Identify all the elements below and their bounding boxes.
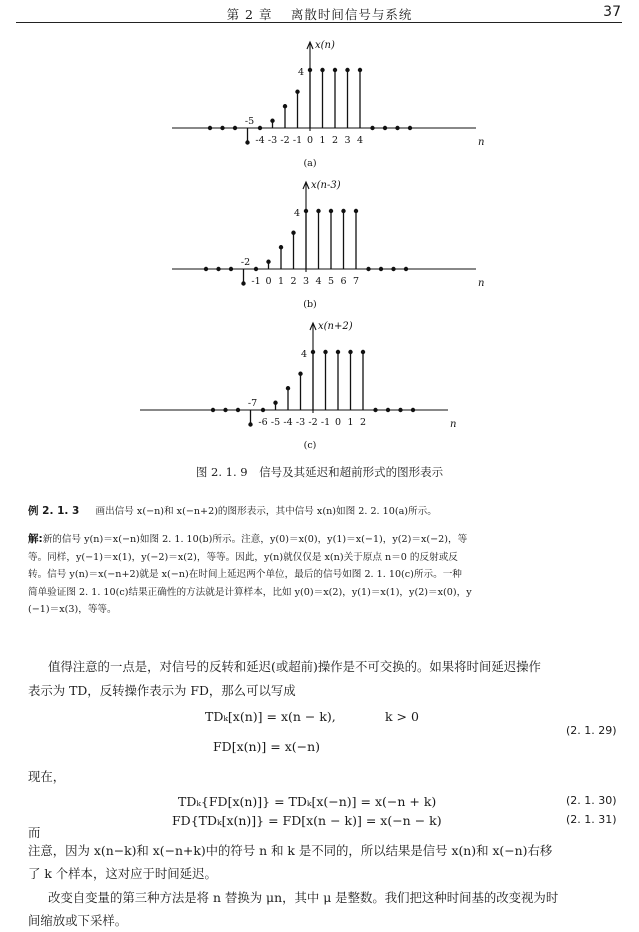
stem-point [354, 209, 358, 213]
stem-point [279, 245, 283, 249]
stem-point [216, 267, 220, 271]
stem-point [395, 126, 399, 130]
paragraph-3-line-1: 改变自变量的第三种方法是将 n 替换为 μn，其中 μ 是整数。我们把这种时间基的改变视为时 [48, 890, 559, 905]
panel-label: (a) [303, 158, 317, 169]
value-label: 4 [300, 349, 308, 360]
stem-point [233, 126, 237, 130]
paragraph-3-line-2: 间缩放或下采样。 [28, 913, 128, 928]
stem-point [208, 126, 212, 130]
tick-label: 7 [352, 276, 360, 287]
equation-number-2-1-31: (2. 1. 31) [566, 813, 617, 826]
stem-point [379, 267, 383, 271]
x-axis-label: n [478, 137, 485, 148]
stem-point [266, 260, 270, 264]
stem-point [370, 126, 374, 130]
stem-point [320, 68, 324, 72]
now-text: 现在， [28, 769, 66, 784]
stem-point [223, 408, 227, 412]
stem-point [254, 267, 258, 271]
tick-label: 2 [359, 417, 367, 428]
stem-point [408, 126, 412, 130]
stem-point [236, 408, 240, 412]
paragraph-1-line-2: 表示为 TD，反转操作表示为 FD，那么可以写成 [28, 683, 296, 698]
stem-point [229, 267, 233, 271]
example-statement [28, 503, 437, 521]
tick-label: 2 [290, 276, 297, 287]
stem-point [358, 68, 362, 72]
stem-point [248, 422, 252, 426]
tick-label: -5 [270, 417, 281, 428]
stem-point [336, 350, 340, 354]
tick-label: -4 [255, 135, 265, 146]
stem-point [383, 126, 387, 130]
stem-point [258, 126, 262, 130]
panel-label: (c) [303, 440, 317, 451]
stem-point [245, 140, 249, 144]
value-label: -5 [244, 116, 255, 127]
page-number: 37 [603, 4, 621, 20]
stem-point [273, 401, 277, 405]
figure-caption: 图 2. 1. 9 信号及其延迟和超前形式的图形表示 [195, 465, 444, 479]
equation-number-2-1-29: (2. 1. 29) [566, 724, 617, 737]
stem-point [286, 386, 290, 390]
paragraph-2-line-2: 了 k 个样本，这对应于时间延迟。 [28, 866, 217, 881]
stem-point [298, 372, 302, 376]
example-label: 例 2. 1. 3 [28, 505, 80, 517]
stem-point [295, 90, 299, 94]
stem-point [261, 408, 265, 412]
solution-line-5: (−1)＝x(3)，等等。 [28, 604, 117, 615]
and-text: 而 [28, 825, 41, 840]
tick-label: 1 [277, 276, 285, 287]
paragraph-2-line-1: 注意，因为 x(n−k)和 x(−n+k)中的符号 n 和 k 是不同的，所以结果是信号 x(n)和 x(−n)右移 [28, 843, 553, 858]
stem-point [316, 209, 320, 213]
tick-label: 3 [302, 276, 310, 287]
stem-point [304, 209, 308, 213]
tick-label: 4 [315, 276, 322, 287]
tick-label: 0 [334, 417, 342, 428]
stem-point [345, 68, 349, 72]
stem-point [211, 408, 215, 412]
stem-point [329, 209, 333, 213]
solution-line-3: 转。信号 y(n)＝x(−n+2)就是 x(−n)在时间上延迟两个单位，最后的信号如图 2. 1. 10(c)所示。一种 [28, 569, 462, 580]
stem-point [373, 408, 377, 412]
equation-2-1-29-b: FD[x(n)] = x(−n) [213, 739, 321, 754]
tick-label: -2 [308, 417, 318, 428]
solution-line-1: 新的信号 y(n)＝x(−n)如图 2. 1. 10(b)所示。注意，y(0)＝x(0)，y(1)＝x(−1)，y(2)＝x(−2)，等 [42, 534, 468, 545]
stem-point [283, 104, 287, 108]
stem-point [291, 231, 295, 235]
stem-point [361, 350, 365, 354]
tick-label: 0 [265, 276, 272, 287]
stem-point [391, 267, 395, 271]
stem-point [348, 350, 352, 354]
equation-2-1-29-condition: k > 0 [385, 709, 419, 724]
equation-2-1-31: FD{TDₖ[x(n)]} = FD[x(n − k)] = x(−n − k) [172, 813, 442, 828]
tick-label: -3 [295, 417, 306, 428]
stem-point [204, 267, 208, 271]
solution-label: 解: [28, 533, 43, 545]
tick-label: -1 [251, 276, 261, 287]
tick-label: -2 [280, 135, 290, 146]
value-label: -2 [240, 257, 251, 268]
x-axis-label: n [450, 419, 457, 430]
equation-2-1-29-a: TDₖ[x(n)] = x(n − k), [205, 709, 336, 724]
equation-2-1-30: TDₖ{FD[x(n)]} = TDₖ[x(−n)] = x(−n + k) [178, 794, 437, 809]
plot-title: x(n+2) [318, 321, 353, 332]
paragraph-1-line-1: 值得注意的一点是，对信号的反转和延迟(或超前)操作是不可交换的。如果将时间延迟操作 [48, 659, 541, 674]
tick-label: -4 [283, 417, 293, 428]
chapter-header: 第 2 章 离散时间信号与系统 [226, 7, 413, 22]
stem-point [308, 68, 312, 72]
stem-point [404, 267, 408, 271]
stem-point [366, 267, 370, 271]
stem-point [333, 68, 337, 72]
tick-label: 1 [319, 135, 326, 146]
tick-label: 0 [306, 135, 314, 146]
stem-point [220, 126, 224, 130]
stem-point [311, 350, 315, 354]
tick-label: 5 [327, 276, 335, 287]
tick-label: 3 [344, 135, 351, 146]
tick-label: -1 [320, 417, 331, 428]
tick-label: 2 [331, 135, 339, 146]
panel-label: (b) [303, 299, 317, 310]
stem-point [341, 209, 345, 213]
solution-block [28, 531, 472, 619]
tick-label: 1 [347, 417, 354, 428]
value-label: 4 [293, 208, 301, 219]
stem-point [241, 281, 245, 285]
x-axis-label: n [478, 278, 485, 289]
example-text: 画出信号 x(−n)和 x(−n+2)的图形表示，其中信号 x(n)如图 2. 2. 10(a)所示。 [95, 506, 437, 517]
plot-title: x(n-3) [311, 180, 341, 191]
stem-point [386, 408, 390, 412]
plot-title: x(n) [315, 40, 335, 51]
stem-point [398, 408, 402, 412]
tick-label: -6 [258, 417, 268, 428]
tick-label: 4 [356, 135, 364, 146]
value-label: 4 [297, 67, 305, 78]
stem-point [411, 408, 415, 412]
solution-line-4: 简单验证图 2. 1. 10(c)结果正确性的方法就是计算样本，比如 y(0)＝x(2)，y(1)＝x(1)，y(2)＝x(0)，y [28, 586, 472, 598]
stem-point [323, 350, 327, 354]
equation-number-2-1-30: (2. 1. 30) [566, 794, 617, 807]
tick-label: -3 [267, 135, 278, 146]
stem-point [270, 119, 274, 123]
tick-label: -1 [292, 135, 303, 146]
solution-line-2: 等。同样，y(−1)＝x(1)，y(−2)＝x(2)，等等。因此，y(n)就仅仅是 x(n)关于原点 n＝0 的反射或反 [28, 551, 458, 563]
tick-label: 6 [340, 276, 347, 287]
value-label: -7 [247, 398, 258, 409]
